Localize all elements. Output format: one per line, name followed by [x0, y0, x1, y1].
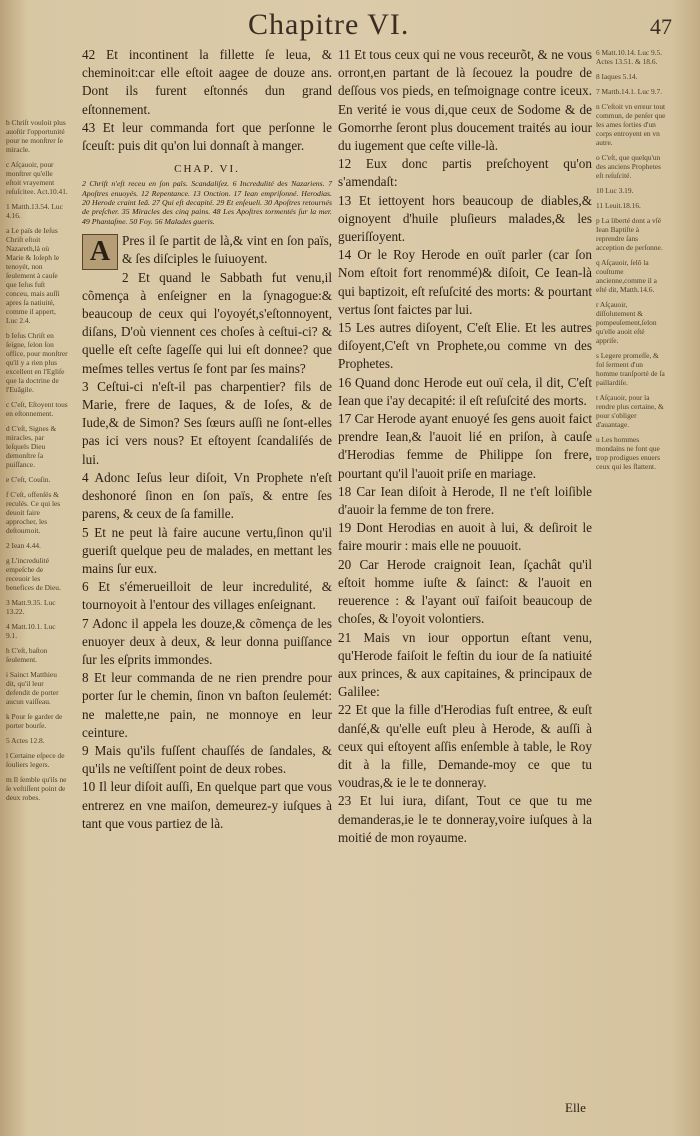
margin-note: n C'eſtoit vn erreur tout commun, de penſer que les ames ſorties d'un corps entroyent en vn autre. [596, 102, 666, 147]
margin-note: f C'eſt, offenſés & reculés. Ce qui les deuoit faire approcher, les deſtournoit. [6, 490, 61, 535]
margin-note: 5 Actes 12.8. [6, 736, 45, 745]
margin-note: c C'eſt, Eſtoyent tous en eſtonnement. [6, 400, 68, 418]
verse: 6 Et s'émerueilloit de leur incredulité, & tournoyoit à l'entour des villages enſeignant. [82, 579, 332, 613]
margin-note: t Aſçauoir, pour la rendre plus certaine, & pour s'obliger d'auantage. [596, 393, 664, 429]
verse: 22 Et que la fille d'Herodias fuſt entree, & euſt danſé,& qu'elle euſt pleu à Herode, & auſſi à ceux qui eſtoyent aſſis enſemble à table, le Roy dit à la fille, Demande-moy ce que tu voudras,& ie le te donneray. [338, 702, 592, 791]
margin-note: 6 Matt.10.14. Luc 9.5. Actes 13.51. & 18.6. [596, 48, 663, 66]
margin-note: a Le païs de Ieſus Chriſt eſtoit Nazareth,là où Marie & Ioſeph le tenoyét, non ſeulement à cauſe que Ieſus fuſt conceu, mais auſſi apres ſa natiuité, comme il appert, Luc 2.4. [6, 226, 60, 325]
verse: 4 Adonc Ieſus leur diſoit, Vn Prophete n'eſt deshonoré ſinon en ſon païs, & entre ſes parens, & ceux de ſa famille. [82, 469, 332, 522]
margin-note: d C'eſt, Signes & miracles, par leſquels Dieu demonſtre ſa puiſſance. [6, 424, 57, 469]
verse: 23 Et lui iura, diſant, Tout ce que tu me demanderas,ie le te donneray,voire iuſques à la moitié de mon royaume. [338, 793, 592, 845]
verse: 12 Eux donc partis preſchoyent qu'on s'amendaſt: [338, 156, 592, 190]
margin-note: 4 Matt.10.1. Luc 9.1. [6, 622, 56, 640]
left-text-column [82, 46, 332, 833]
verse: 10 Il leur diſoit auſſi, En quelque part que vous entrerez en vne maiſon, demeurez-y iuſques à tant que vous partiez de là. [82, 779, 332, 831]
verse: 19 Dont Herodias en auoit à lui, & deſiroit le faire mourir : mais elle ne pouuoit. [338, 520, 592, 554]
margin-note: u Les hommes mondains ne font que trop prodigues enuers ceux qui les flattent. [596, 435, 661, 471]
margin-note: 10 Luc 3.19. [596, 186, 634, 195]
margin-note: p La liberté dont a vſé Iean Baptiſte à reprendre ſans acception de perſonne. [596, 216, 663, 252]
margin-note: e C'eſt, Couſin. [6, 475, 51, 484]
verse: 11 Et tous ceux qui ne vous receurõt, & ne vous orront,en partant de là ſecouez la poudre de deſſous vos pieds, en teſmoignage contre iceux. En verité ie vous di,que ceux de Sodome & de Gomorrhe ſeront plus doucement traités au iour du iugement que ceſte ville-là. [338, 47, 592, 154]
verse: 21 Mais vn iour opportun eſtant venu, qu'Herode faiſoit le feſtin du iour de ſa natiuité aux princes, & aux capitaines, & principaux de Galilee: [338, 629, 592, 700]
verse: 3 Ceſtui-ci n'eſt-il pas charpentier? fils de Marie, frere de Iaques, & de Ioſes, & de Iude,& de Simon? Ses ſœurs auſſi ne ſont-elles pas ici vers nous? Et eſtoyent ſcandaliſés de lui. [82, 378, 332, 467]
right-margin-notes [596, 48, 666, 477]
margin-note: l Certaine eſpece de ſouliers legers. [6, 751, 65, 769]
verse: 16 Quand donc Herode eut ouï cela, il dit, C'eſt Iean que i'ay decapité: il eſt reſuſcité des morts. [338, 374, 592, 408]
right-text-column [338, 46, 592, 847]
margin-note: 7 Matth.14.1. Luc 9.7. [596, 87, 663, 96]
margin-note: k Pour ſe garder de porter bourſe. [6, 712, 63, 730]
margin-note: h C'eſt, baſton ſeulement. [6, 646, 48, 664]
verse: 13 Et iettoyent hors beaucoup de diables,& oignoyent d'huile pluſieurs malades,& les gueriſſoyent. [338, 192, 592, 245]
margin-note: 8 Iaques 5.14. [596, 72, 638, 81]
drop-cap-initial: A [82, 234, 118, 270]
chapter-heading: CHAP. VI. [174, 163, 240, 176]
verse: 14 Or le Roy Herode en ouït parler (car ſon Nom eſtoit fort renommé)& diſoit, Ce Iean-là qui baptizoit, eſt reſuſcité des morts: & pourtant vertus ſont faictes par lui. [338, 247, 592, 317]
margin-note: 2 Iean 4.44. [6, 541, 41, 550]
margin-note: b Chriſt vouloit plus auoſtir l'opportunité pour ne monſtrer ſe miracle. [6, 118, 66, 154]
verse: 5 Et ne peut là faire aucune vertu,ſinon qu'il gueriſt quelque peu de malades, en mettant les mains ſur eux. [82, 524, 332, 576]
verse: 9 Mais qu'ils fuſſent chauſſés de ſandales, & qu'ils ne veſtiſſent point de deux robes. [82, 742, 332, 777]
verse: 43 Et leur commanda fort que perſonne le ſceuſt: puis dit qu'on lui donnaſt à manger. [82, 119, 332, 154]
chapter-summary: 2 Chriſt n'eſt receu en ſon païs. Scandaliſez. 6 Incredulité des Nazariens. 7 Apoſtres enuoyés. 12 Repentance. 13 Onction. 17 Iean empriſonné. Herodias. 20 Herode craint Ieã. 27 Qui eſt decapité. 29 Et enſeueli. 30 Apoſtres retournés de preſcher. 35 Miracles des cinq pains. 48 Les Apoſtres tormentés ſur la mer. 49 Phantaſme. 50 Foy. 56 Malades gueris. [82, 179, 332, 226]
verse: 8 Et leur commanda de ne rien prendre pour porter ſur le chemin, ſinon vn baſton ſeulemét: ne malette,ne pain, ne monnoye en leur ceinture. [82, 670, 332, 740]
margin-note: 1 Matth.13.54. Luc 4.16. [6, 202, 63, 220]
margin-note: s Legere promeſſe, & fol ſerment d'un homme tranſporté de ſa paillardiſe. [596, 351, 665, 387]
catchword: Elle [565, 1100, 586, 1115]
margin-note: m Il ſemble qu'ils ne ſe veſtiſſent point de deux robes. [6, 775, 67, 802]
margin-note: r Aſçauoir, diſſolutement & pompeuſement,ſelon qu'elle auoit eſté appriſe. [596, 300, 657, 345]
margin-note: c Aſçauoir, pour monſtrer qu'elle eſtoit vrayement reſuſcitee. Act.10.41. [6, 160, 68, 196]
margin-note: g L'incredulité empeſche de receuoir les benefices de Dieu. [6, 556, 61, 592]
verse: 20 Car Herode craignoit Iean, ſçachât qu'il eſtoit homme iuſte & ſainct: & l'auoit en reuerence : & l'ayant ouï faiſoit beaucoup de choſes, & l'oyoit volontiers. [338, 556, 592, 627]
chapter-title: Chapitre VI. [248, 8, 410, 41]
margin-note: 11 Leuit.18.16. [596, 201, 641, 210]
page-header [0, 8, 700, 44]
margin-note: 3 Matt.9.35. Luc 13.22. [6, 598, 56, 616]
verse: 7 Adonc il appela les douze,& cõmença de les enuoyer deux à deux, & leur donna puiſſance ſur les eſprits immondes. [82, 615, 332, 667]
verse: 42 Et incontinent la fillette ſe leua, & cheminoit:car elle eſtoit aagee de douze ans. Dont ils furent eſtonnés dun grand eſtonnement. [82, 47, 332, 117]
verse: 18 Car Iean diſoit à Herode, Il ne t'eſt loiſible d'auoir la femme de ton frere. [338, 483, 592, 518]
verse: 15 Les autres diſoyent, C'eſt Elie. Et les autres diſoyent,C'eſt vn Prophete,ou comme vn des Prophetes. [338, 320, 592, 372]
verse: 2 Et quand le Sabbath fut venu,il cõmença à enſeigner en la ſynagogue:& beaucoup de ceux qui l'oyoyét,s'eſtonnoyent, diſans, D'où viennent ces choſes à ceſtui-ci? & quelle eſt ceſte ſageſſe qui lui eſt donnee? que meſmes telles vertus ſe font par ſes mains? [82, 269, 332, 376]
verse: Pres il ſe partit de là,& vint en ſon païs, & ſes diſciples le ſuiuoyent. [122, 233, 332, 267]
margin-note: o C'eſt, que quelqu'un des anciens Prophetes eſt reſuſcité. [596, 153, 661, 180]
verse: 17 Car Herode ayant enuoyé ſes gens auoit faict prendre Iean,& l'auoit lié en priſon, à cauſe d'Herodias femme de Philippe ſon frere, pourtant qu'il l'auoit priſe en mariage. [338, 411, 592, 481]
page-number: 47 [650, 14, 672, 39]
margin-note: i Sainct Matthieu dit, qu'il leur defendit de porter aucun vaiſſeau. [6, 670, 59, 706]
margin-note: q Aſçauoir, ſelõ la couſtume ancienne,comme il a eſté dit, Matth.14.6. [596, 258, 657, 294]
left-margin-notes [6, 118, 68, 808]
margin-note: b Ieſus Chriſt en ſeigne, ſelon ſon office, pour monſtrer qu'il y a rien plus excellent en l'Egliſe que la doctrine de l'Euãgile. [6, 331, 68, 394]
